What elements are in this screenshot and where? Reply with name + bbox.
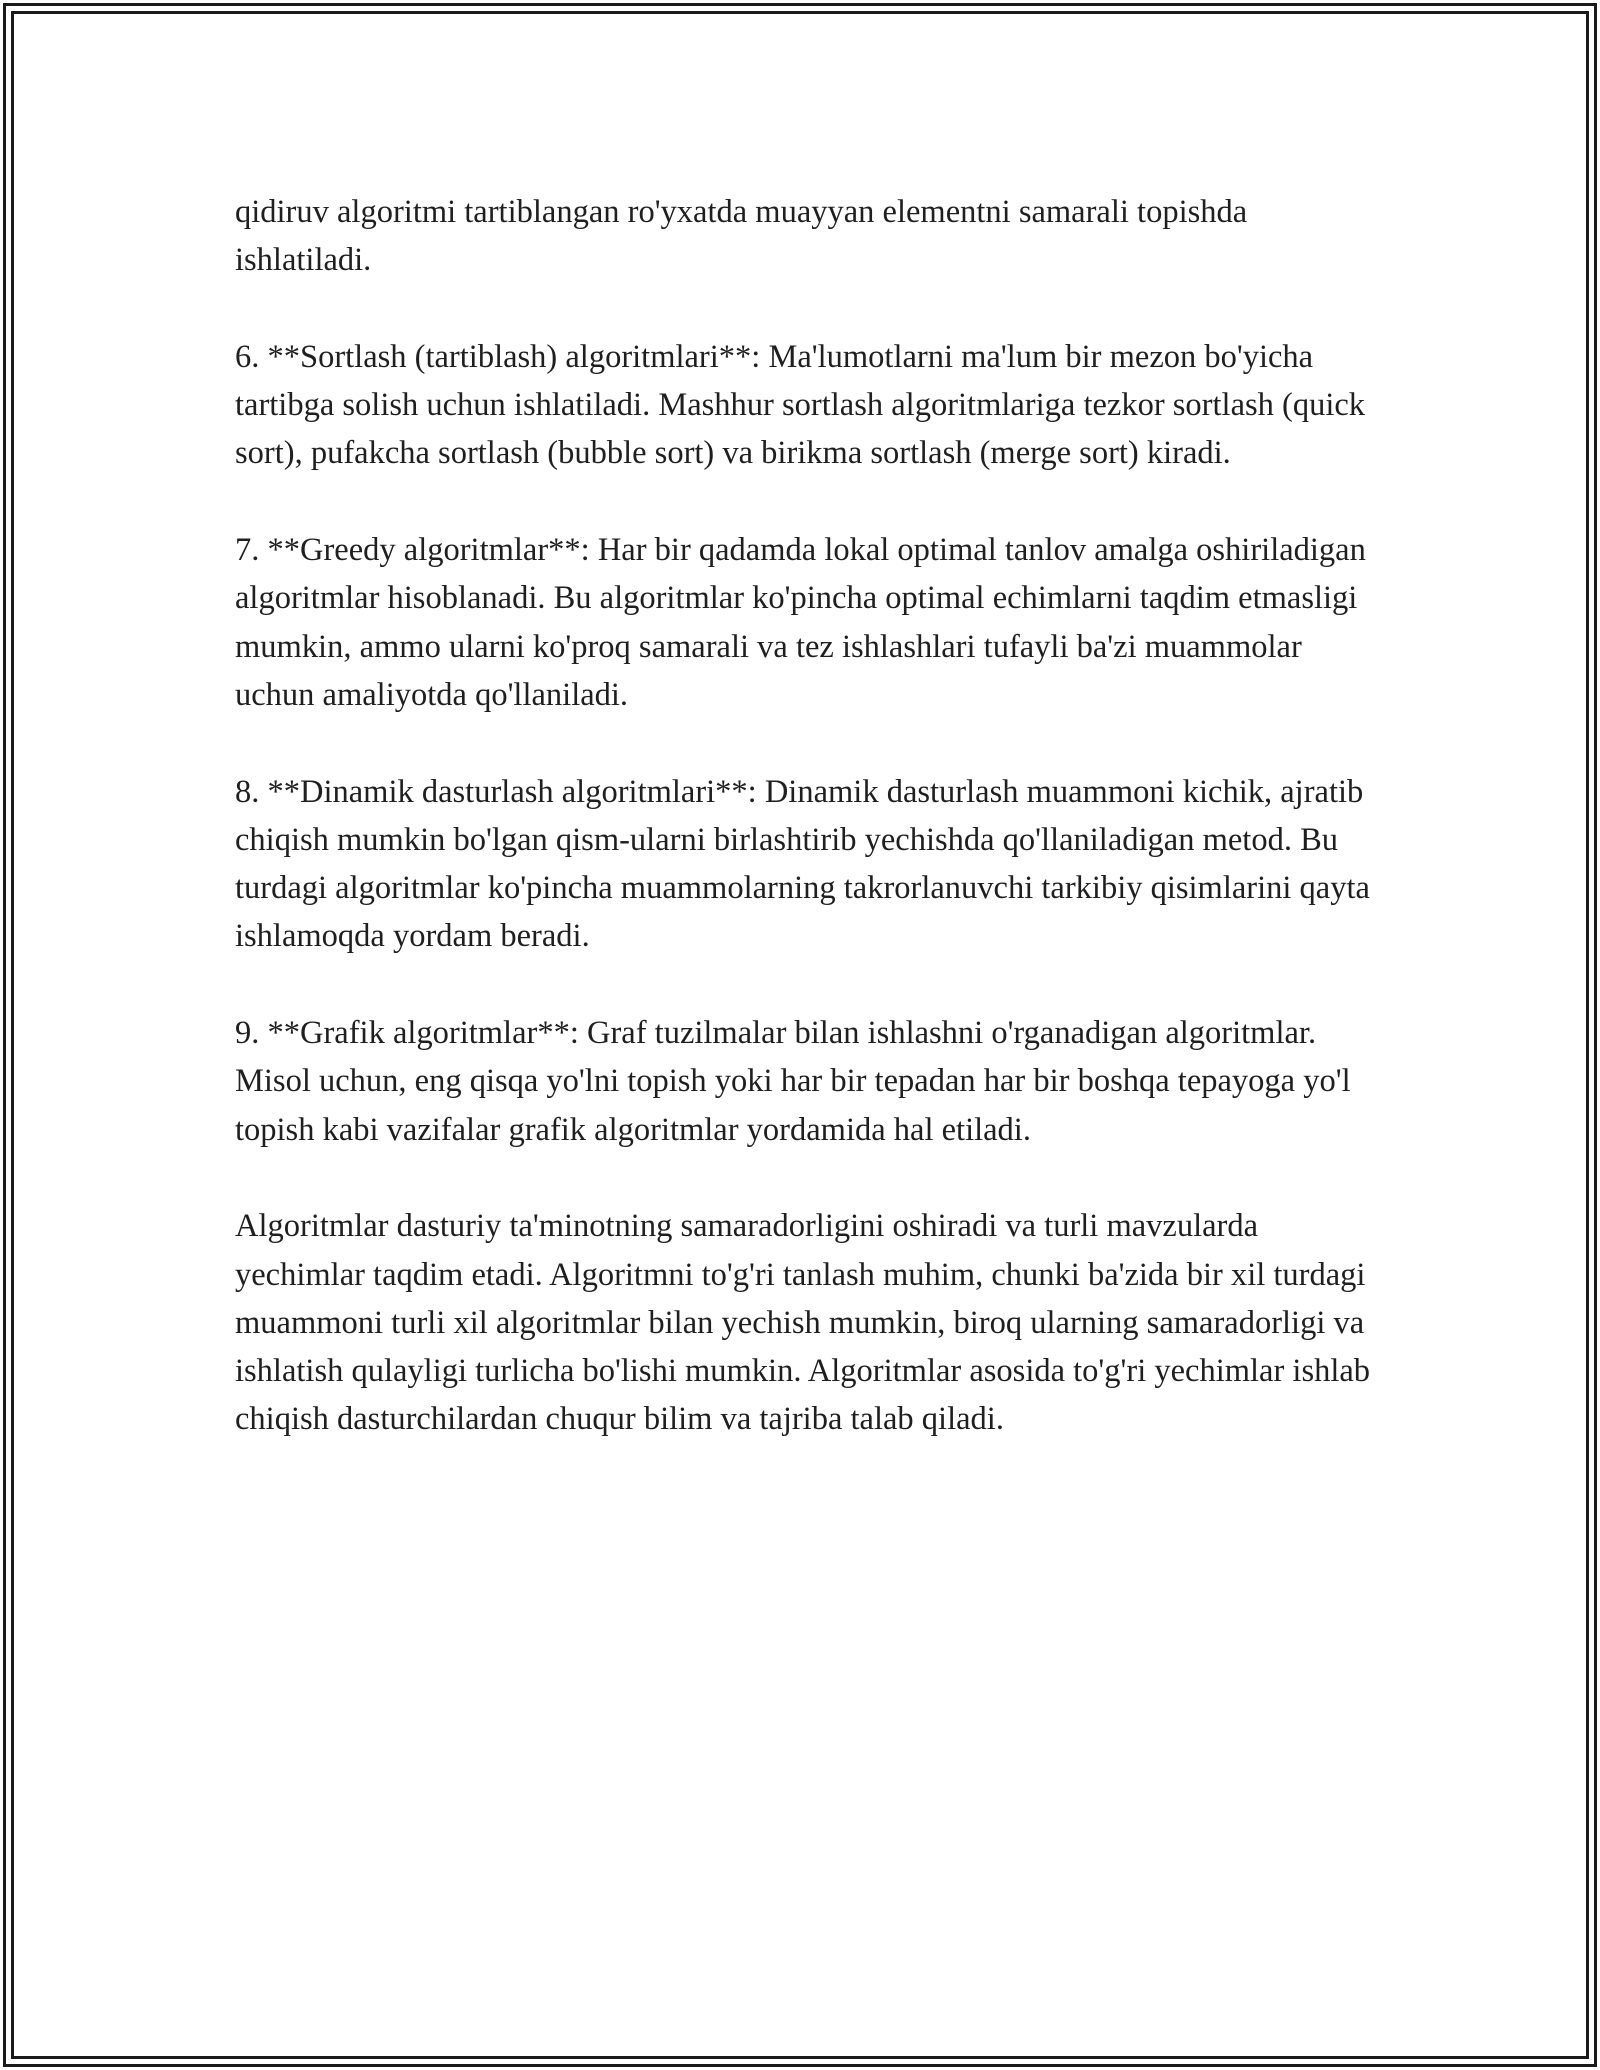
document-body <box>235 188 1385 1444</box>
paragraph-sorting-algorithms: 6. **Sortlash (tartiblash) algoritmlari**: Ma'lumotlarni ma'lum bir mezon bo'yicha tartibga solish uchun ishlatiladi. Mashhur sortlash algoritmlariga tezkor sortlash (quick sort), pufakcha sortlash (bubble sort) va birikma sortlash (merge sort) kiradi. <box>235 338 1366 472</box>
paragraph-conclusion: Algoritmlar dasturiy ta'minotning samaradorligini oshiradi va turli mavzularda yechimlar taqdim etadi. Algoritmni to'g'ri tanlash muhim, chunki ba'zida bir xil turdagi muammoni turli xil algoritmlar bilan yechish mumkin, biroq ularning samaradorligi va ishlatish qulayligi turlicha bo'lishi mumkin. Algoritmlar asosida to'g'ri yechimlar ishlab chiqish dasturchilardan chuqur bilim va tajriba talab qiladi. <box>235 1208 1371 1438</box>
paragraph-graph-algorithms: 9. **Grafik algoritmlar**: Graf tuzilmalar bilan ishlashni o'rganadigan algoritmlar. Misol uchun, eng qisqa yo'lni topish yoki har bir tepadan har bir boshqa tepayoga yo'l topish kabi vazifalar grafik algoritmlar yordamida hal etiladi. <box>235 1015 1351 1148</box>
paragraph-dynamic-programming: 8. **Dinamik dasturlash algoritmlari**: Dinamik dasturlash muammoni kichik, ajratib chiqish mumkin bo'lgan qism-ularni birlashtirib yechishda qo'llaniladigan metod. Bu turdagi algoritmlar ko'pincha muammolarning takrorlanuvchi tarkibiy qisimlarini qayta ishlamoqda yordam beradi. <box>235 773 1370 955</box>
paragraph-search-continuation: qidiruv algoritmi tartiblangan ro'yxatda muayyan elementni samarali topishda ishlatiladi. <box>235 194 1248 279</box>
paragraph-greedy-algorithms: 7. **Greedy algoritmlar**: Har bir qadamda lokal optimal tanlov amalga oshiriladigan algoritmlar hisoblanadi. Bu algoritmlar ko'pincha optimal echimlarni taqdim etmasligi mumkin, ammo ularni ko'proq samarali va tez ishlashlari tufayli ba'zi muammolar uchun amaliyotda qo'llaniladi. <box>235 532 1366 713</box>
